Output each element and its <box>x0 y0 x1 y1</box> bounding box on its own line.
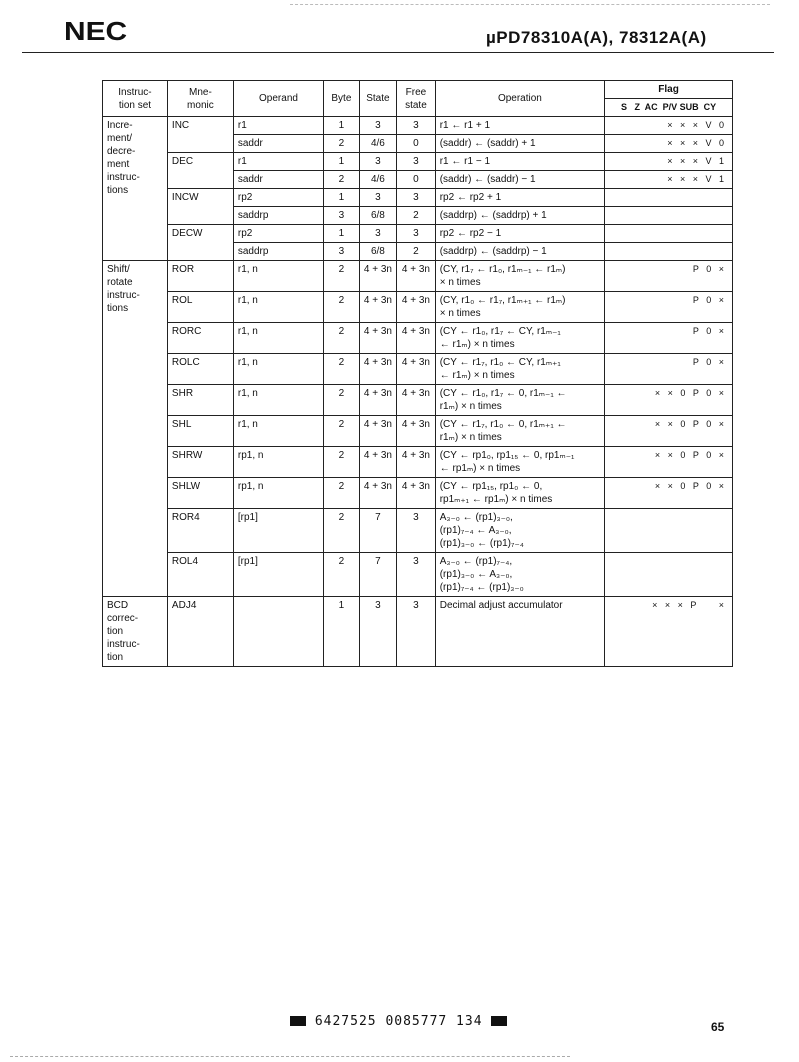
state-cell: 4/6 <box>359 135 397 153</box>
byte-cell: 2 <box>324 354 360 385</box>
operation-cell: (CY ← rp1₁₅, rp1₀ ← 0, rp1ₘ₊₁ ← rp1ₘ) × n times <box>435 478 604 509</box>
header-state: State <box>359 81 397 117</box>
free-state-cell: 4 + 3n <box>397 416 436 447</box>
state-cell: 4/6 <box>359 171 397 189</box>
state-cell: 4 + 3n <box>359 447 397 478</box>
state-cell: 4 + 3n <box>359 416 397 447</box>
flags-cell: × × × V 1 <box>605 153 733 171</box>
byte-cell: 2 <box>324 385 360 416</box>
free-state-cell: 4 + 3n <box>397 292 436 323</box>
state-cell: 4 + 3n <box>359 261 397 292</box>
table-row <box>103 323 733 354</box>
operation-cell: (CY, r1₇ ← r1₀, r1ₘ₋₁ ← r1ₘ) × n times <box>435 261 604 292</box>
mnemonic-cell: ROL <box>167 292 233 323</box>
operation-cell: r1 ← r1 + 1 <box>435 117 604 135</box>
free-state-cell: 4 + 3n <box>397 447 436 478</box>
operation-cell: (saddr) ← (saddr) − 1 <box>435 171 604 189</box>
state-cell: 4 + 3n <box>359 478 397 509</box>
free-state-cell: 3 <box>397 189 436 207</box>
table-row <box>103 153 733 171</box>
page-number: 65 <box>711 1020 725 1034</box>
state-cell: 7 <box>359 553 397 597</box>
table-row <box>103 597 733 667</box>
mnemonic-cell: DECW <box>167 225 233 243</box>
table-row <box>103 189 733 207</box>
flags-cell: P 0 × <box>605 323 733 354</box>
header-operand: Operand <box>233 81 323 117</box>
flags-cell <box>605 509 733 553</box>
state-cell: 6/8 <box>359 243 397 261</box>
operation-cell: (saddrp) ← (saddrp) − 1 <box>435 243 604 261</box>
mnemonic-cell: DEC <box>167 153 233 171</box>
byte-cell: 2 <box>324 135 360 153</box>
free-state-cell: 3 <box>397 509 436 553</box>
flags-cell: P 0 × <box>605 261 733 292</box>
mnemonic-cell <box>167 135 233 153</box>
mnemonic-cell: SHRW <box>167 447 233 478</box>
table-row <box>103 354 733 385</box>
instruction-group-name: Incre- ment/ decre- ment instruc- tions <box>103 117 168 261</box>
operation-cell: A₃₋₀ ← (rp1)₃₋₀, (rp1)₇₋₄ ← A₃₋₀, (rp1)₃₋₀ ← (rp1)₇₋₄ <box>435 509 604 553</box>
byte-cell: 3 <box>324 243 360 261</box>
free-state-cell: 0 <box>397 135 436 153</box>
mnemonic-cell: ROR <box>167 261 233 292</box>
nec-logo: NEC <box>64 16 128 46</box>
free-state-cell: 4 + 3n <box>397 323 436 354</box>
table-row <box>103 225 733 243</box>
byte-cell: 2 <box>324 447 360 478</box>
state-cell: 4 + 3n <box>359 292 397 323</box>
barcode-number: 6427525 0085777 134 <box>314 1014 483 1029</box>
mnemonic-cell: RORC <box>167 323 233 354</box>
instruction-group-name: Shift/ rotate instruc- tions <box>103 261 168 597</box>
operation-cell: (CY ← r1₀, r1₇ ← CY, r1ₘ₋₁ ← r1ₘ) × n times <box>435 323 604 354</box>
byte-cell: 2 <box>324 323 360 354</box>
flags-cell: × × × P × <box>605 597 733 667</box>
byte-cell: 2 <box>324 553 360 597</box>
byte-cell: 2 <box>324 292 360 323</box>
operand-cell: r1, n <box>233 416 323 447</box>
free-state-cell: 3 <box>397 597 436 667</box>
table-row <box>103 553 733 597</box>
flags-cell <box>605 189 733 207</box>
byte-cell: 1 <box>324 153 360 171</box>
table-row <box>103 243 733 261</box>
flags-cell: × × 0 P 0 × <box>605 447 733 478</box>
operation-cell: (CY ← rp1₀, rp1₁₅ ← 0, rp1ₘ₋₁ ← rp1ₘ) × n times <box>435 447 604 478</box>
flags-cell: × × 0 P 0 × <box>605 416 733 447</box>
flags-cell: × × 0 P 0 × <box>605 478 733 509</box>
scan-artifact-line <box>290 4 770 5</box>
operand-cell: rp2 <box>233 189 323 207</box>
header-free-state: Free state <box>397 81 436 117</box>
state-cell: 4 + 3n <box>359 323 397 354</box>
mnemonic-cell: SHLW <box>167 478 233 509</box>
operation-cell: (saddr) ← (saddr) + 1 <box>435 135 604 153</box>
byte-cell: 2 <box>324 509 360 553</box>
barcode-block-right <box>491 1016 507 1026</box>
mnemonic-cell <box>167 207 233 225</box>
operand-cell: r1, n <box>233 385 323 416</box>
state-cell: 3 <box>359 117 397 135</box>
scan-artifact-bottom <box>10 1056 570 1057</box>
operand-cell: rp1, n <box>233 447 323 478</box>
flags-cell <box>605 243 733 261</box>
table-row <box>103 135 733 153</box>
operand-cell: r1 <box>233 117 323 135</box>
byte-cell: 2 <box>324 478 360 509</box>
free-state-cell: 3 <box>397 553 436 597</box>
operation-cell: (CY ← r1₀, r1₇ ← 0, r1ₘ₋₁ ← r1ₘ) × n times <box>435 385 604 416</box>
mnemonic-cell <box>167 243 233 261</box>
byte-cell: 1 <box>324 117 360 135</box>
state-cell: 3 <box>359 597 397 667</box>
operand-cell: [rp1] <box>233 509 323 553</box>
operand-cell: saddrp <box>233 207 323 225</box>
free-state-cell: 3 <box>397 117 436 135</box>
table-row <box>103 207 733 225</box>
flags-cell: P 0 × <box>605 354 733 385</box>
operand-cell: r1, n <box>233 292 323 323</box>
mnemonic-cell: ROR4 <box>167 509 233 553</box>
state-cell: 7 <box>359 509 397 553</box>
operand-cell: saddr <box>233 135 323 153</box>
mnemonic-cell: SHL <box>167 416 233 447</box>
operation-cell: (CY, r1₀ ← r1₇, r1ₘ₊₁ ← r1ₘ) × n times <box>435 292 604 323</box>
flags-cell <box>605 225 733 243</box>
flags-cell: × × × V 1 <box>605 171 733 189</box>
state-cell: 4 + 3n <box>359 385 397 416</box>
free-state-cell: 2 <box>397 207 436 225</box>
free-state-cell: 3 <box>397 153 436 171</box>
header-flag: Flag <box>605 81 733 99</box>
table-row <box>103 478 733 509</box>
operation-cell: (CY ← r1₇, r1₀ ← CY, r1ₘ₊₁ ← r1ₘ) × n times <box>435 354 604 385</box>
instruction-table-body <box>103 117 733 667</box>
free-state-cell: 4 + 3n <box>397 385 436 416</box>
mnemonic-cell: INC <box>167 117 233 135</box>
operation-cell: A₃₋₀ ← (rp1)₇₋₄, (rp1)₃₋₀ ← A₃₋₀, (rp1)₇₋₄ ← (rp1)₃₋₀ <box>435 553 604 597</box>
table-row <box>103 171 733 189</box>
flags-cell: × × × V 0 <box>605 117 733 135</box>
operand-cell: r1, n <box>233 323 323 354</box>
state-cell: 4 + 3n <box>359 354 397 385</box>
table-row <box>103 117 733 135</box>
table-row <box>103 261 733 292</box>
header-flag-columns: S Z AC P/V SUB CY <box>605 99 733 117</box>
byte-cell: 2 <box>324 261 360 292</box>
header-mnemonic: Mne- monic <box>167 81 233 117</box>
free-state-cell: 0 <box>397 171 436 189</box>
barcode-footer <box>290 1014 507 1029</box>
state-cell: 6/8 <box>359 207 397 225</box>
byte-cell: 1 <box>324 189 360 207</box>
table-row <box>103 292 733 323</box>
operation-cell: rp2 ← rp2 + 1 <box>435 189 604 207</box>
instruction-group-name: BCD correc- tion instruc- tion <box>103 597 168 667</box>
table-row <box>103 509 733 553</box>
operand-cell: r1 <box>233 153 323 171</box>
operation-cell: Decimal adjust accumulator <box>435 597 604 667</box>
byte-cell: 1 <box>324 225 360 243</box>
header-rule <box>22 52 774 53</box>
state-cell: 3 <box>359 153 397 171</box>
mnemonic-cell <box>167 171 233 189</box>
operand-cell: r1, n <box>233 261 323 292</box>
operand-cell: saddr <box>233 171 323 189</box>
free-state-cell: 4 + 3n <box>397 478 436 509</box>
instruction-table <box>102 80 733 667</box>
state-cell: 3 <box>359 189 397 207</box>
free-state-cell: 4 + 3n <box>397 354 436 385</box>
byte-cell: 2 <box>324 416 360 447</box>
state-cell: 3 <box>359 225 397 243</box>
operation-cell: r1 ← r1 − 1 <box>435 153 604 171</box>
flags-cell: P 0 × <box>605 292 733 323</box>
free-state-cell: 2 <box>397 243 436 261</box>
mnemonic-cell: ROLC <box>167 354 233 385</box>
document-title: µPD78310A(A), 78312A(A) <box>486 28 707 47</box>
byte-cell: 2 <box>324 171 360 189</box>
operation-cell: (saddrp) ← (saddrp) + 1 <box>435 207 604 225</box>
table-row <box>103 385 733 416</box>
header-instruction-set: Instruc- tion set <box>103 81 168 117</box>
operand-cell <box>233 597 323 667</box>
flags-cell <box>605 553 733 597</box>
table-row <box>103 416 733 447</box>
header-operation: Operation <box>435 81 604 117</box>
flags-cell: × × × V 0 <box>605 135 733 153</box>
flags-cell: × × 0 P 0 × <box>605 385 733 416</box>
mnemonic-cell: INCW <box>167 189 233 207</box>
free-state-cell: 4 + 3n <box>397 261 436 292</box>
byte-cell: 3 <box>324 207 360 225</box>
table-row <box>103 447 733 478</box>
operand-cell: [rp1] <box>233 553 323 597</box>
operand-cell: saddrp <box>233 243 323 261</box>
mnemonic-cell: SHR <box>167 385 233 416</box>
free-state-cell: 3 <box>397 225 436 243</box>
barcode-block-left <box>290 1016 306 1026</box>
operand-cell: r1, n <box>233 354 323 385</box>
byte-cell: 1 <box>324 597 360 667</box>
flags-cell <box>605 207 733 225</box>
operation-cell: rp2 ← rp2 − 1 <box>435 225 604 243</box>
operation-cell: (CY ← r1₇, r1₀ ← 0, r1ₘ₊₁ ← r1ₘ) × n times <box>435 416 604 447</box>
operand-cell: rp2 <box>233 225 323 243</box>
header-byte: Byte <box>324 81 360 117</box>
mnemonic-cell: ROL4 <box>167 553 233 597</box>
operand-cell: rp1, n <box>233 478 323 509</box>
mnemonic-cell: ADJ4 <box>167 597 233 667</box>
